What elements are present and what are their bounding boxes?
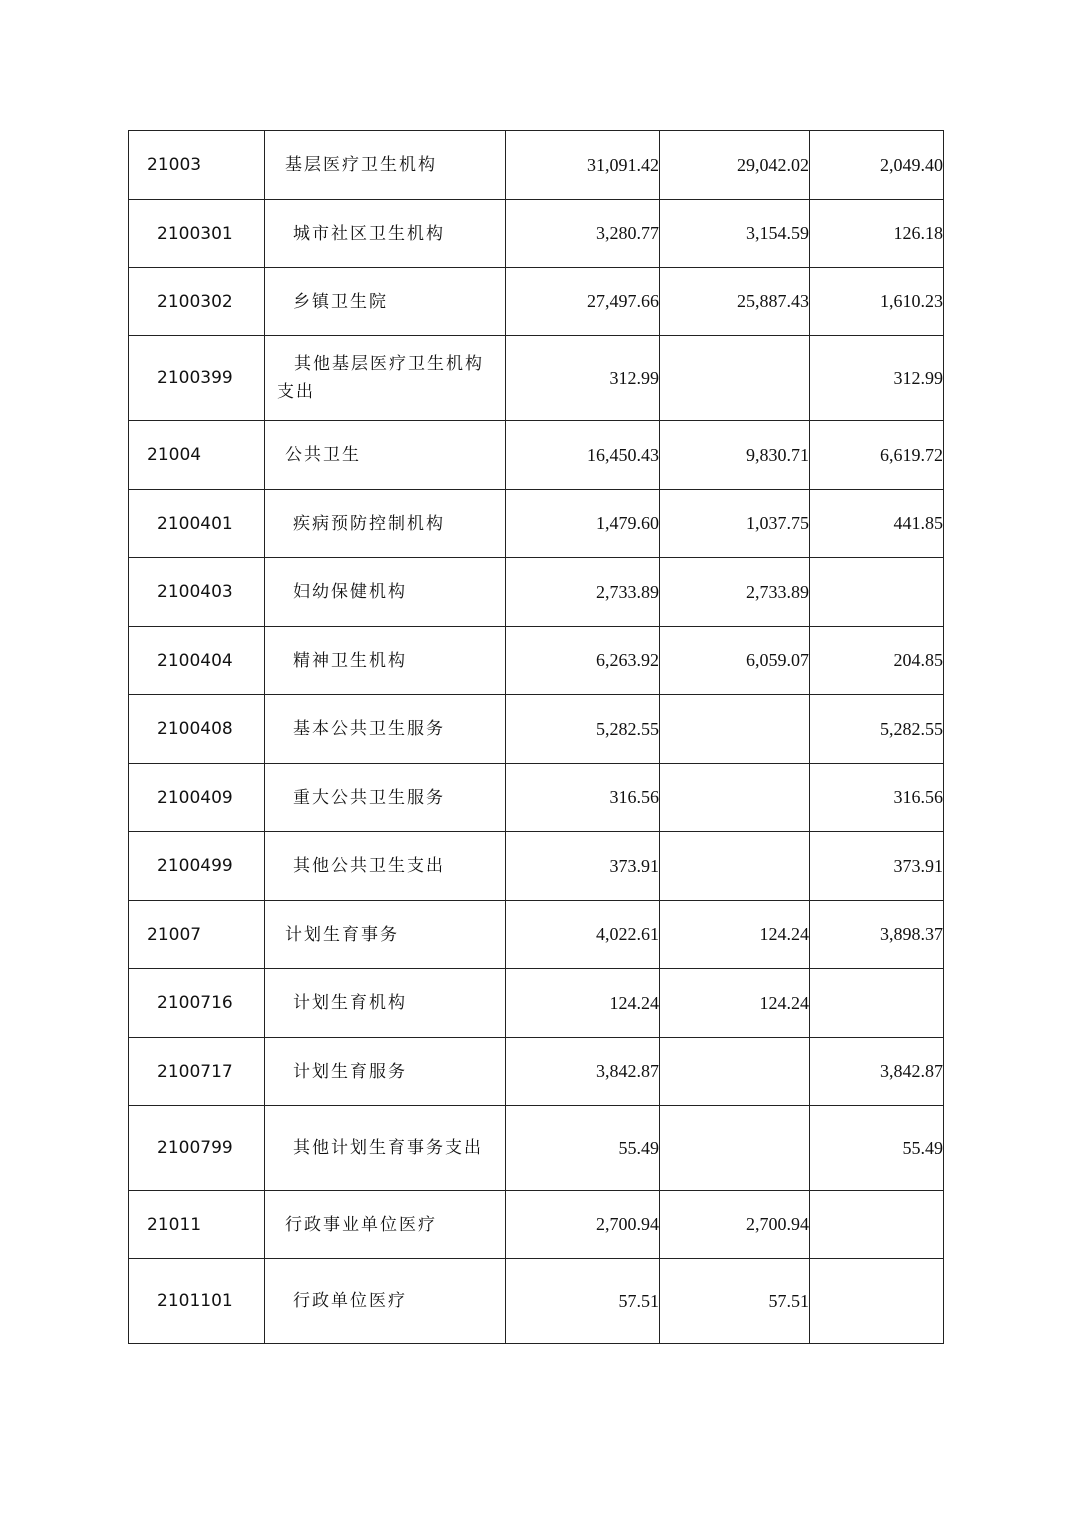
account-code: 2100717 (129, 1038, 265, 1106)
account-code: 21011 (129, 1191, 265, 1259)
account-name: 其他基层医疗卫生机构支出 (265, 336, 506, 421)
account-name: 重大公共卫生服务 (265, 764, 506, 832)
account-code: 2100716 (129, 969, 265, 1038)
basic-expenditure (660, 832, 810, 901)
total-amount: 5,282.55 (506, 695, 660, 764)
account-name: 其他公共卫生支出 (265, 832, 506, 901)
basic-expenditure: 2,733.89 (660, 558, 810, 627)
project-expenditure: 3,842.87 (810, 1038, 944, 1106)
basic-expenditure (660, 1038, 810, 1106)
project-expenditure: 312.99 (810, 336, 944, 421)
total-amount: 312.99 (506, 336, 660, 421)
account-code: 2101101 (129, 1259, 265, 1344)
project-expenditure: 6,619.72 (810, 421, 944, 490)
table-row (129, 764, 944, 832)
account-name: 精神卫生机构 (265, 627, 506, 695)
table-row (129, 901, 944, 969)
total-amount: 6,263.92 (506, 627, 660, 695)
account-code: 2100403 (129, 558, 265, 627)
account-name: 行政事业单位医疗 (265, 1191, 506, 1259)
account-code: 2100302 (129, 268, 265, 336)
table-row (129, 627, 944, 695)
basic-expenditure: 3,154.59 (660, 200, 810, 268)
project-expenditure (810, 1191, 944, 1259)
account-name: 行政单位医疗 (265, 1259, 506, 1344)
account-code: 2100499 (129, 832, 265, 901)
account-code: 2100404 (129, 627, 265, 695)
table-row (129, 832, 944, 901)
account-name: 基层医疗卫生机构 (265, 131, 506, 200)
account-name: 疾病预防控制机构 (265, 490, 506, 558)
account-code: 2100399 (129, 336, 265, 421)
total-amount: 3,280.77 (506, 200, 660, 268)
account-name: 公共卫生 (265, 421, 506, 490)
account-code: 21004 (129, 421, 265, 490)
basic-expenditure: 124.24 (660, 901, 810, 969)
table-row (129, 1038, 944, 1106)
basic-expenditure: 6,059.07 (660, 627, 810, 695)
account-name: 基本公共卫生服务 (265, 695, 506, 764)
basic-expenditure: 25,887.43 (660, 268, 810, 336)
account-code: 2100409 (129, 764, 265, 832)
table-row (129, 421, 944, 490)
table-row (129, 969, 944, 1038)
account-code: 2100799 (129, 1106, 265, 1191)
project-expenditure: 5,282.55 (810, 695, 944, 764)
total-amount: 27,497.66 (506, 268, 660, 336)
project-expenditure: 3,898.37 (810, 901, 944, 969)
basic-expenditure: 2,700.94 (660, 1191, 810, 1259)
basic-expenditure: 1,037.75 (660, 490, 810, 558)
account-code: 2100401 (129, 490, 265, 558)
total-amount: 31,091.42 (506, 131, 660, 200)
account-name: 计划生育机构 (265, 969, 506, 1038)
total-amount: 3,842.87 (506, 1038, 660, 1106)
basic-expenditure: 29,042.02 (660, 131, 810, 200)
table-row (129, 336, 944, 421)
project-expenditure: 2,049.40 (810, 131, 944, 200)
project-expenditure: 55.49 (810, 1106, 944, 1191)
total-amount: 16,450.43 (506, 421, 660, 490)
total-amount: 55.49 (506, 1106, 660, 1191)
total-amount: 124.24 (506, 969, 660, 1038)
basic-expenditure (660, 336, 810, 421)
basic-expenditure (660, 695, 810, 764)
total-amount: 373.91 (506, 832, 660, 901)
basic-expenditure (660, 1106, 810, 1191)
basic-expenditure: 124.24 (660, 969, 810, 1038)
table-row (129, 695, 944, 764)
table-row (129, 1259, 944, 1344)
account-name: 计划生育事务 (265, 901, 506, 969)
project-expenditure: 316.56 (810, 764, 944, 832)
account-name: 其他计划生育事务支出 (265, 1106, 506, 1191)
account-code: 2100301 (129, 200, 265, 268)
account-code: 21007 (129, 901, 265, 969)
basic-expenditure: 9,830.71 (660, 421, 810, 490)
account-name: 妇幼保健机构 (265, 558, 506, 627)
project-expenditure (810, 1259, 944, 1344)
table-row (129, 200, 944, 268)
basic-expenditure (660, 764, 810, 832)
project-expenditure: 204.85 (810, 627, 944, 695)
account-code: 2100408 (129, 695, 265, 764)
project-expenditure (810, 969, 944, 1038)
account-name: 城市社区卫生机构 (265, 200, 506, 268)
table-row (129, 1191, 944, 1259)
total-amount: 2,700.94 (506, 1191, 660, 1259)
total-amount: 57.51 (506, 1259, 660, 1344)
total-amount: 316.56 (506, 764, 660, 832)
project-expenditure: 1,610.23 (810, 268, 944, 336)
basic-expenditure: 57.51 (660, 1259, 810, 1344)
account-code: 21003 (129, 131, 265, 200)
account-name: 乡镇卫生院 (265, 268, 506, 336)
table-row (129, 131, 944, 200)
table-row (129, 268, 944, 336)
project-expenditure: 373.91 (810, 832, 944, 901)
total-amount: 4,022.61 (506, 901, 660, 969)
total-amount: 2,733.89 (506, 558, 660, 627)
project-expenditure: 441.85 (810, 490, 944, 558)
project-expenditure (810, 558, 944, 627)
table-row (129, 558, 944, 627)
total-amount: 1,479.60 (506, 490, 660, 558)
table-row (129, 490, 944, 558)
table-row (129, 1106, 944, 1191)
account-name: 计划生育服务 (265, 1038, 506, 1106)
project-expenditure: 126.18 (810, 200, 944, 268)
expenditure-table (128, 130, 944, 1344)
